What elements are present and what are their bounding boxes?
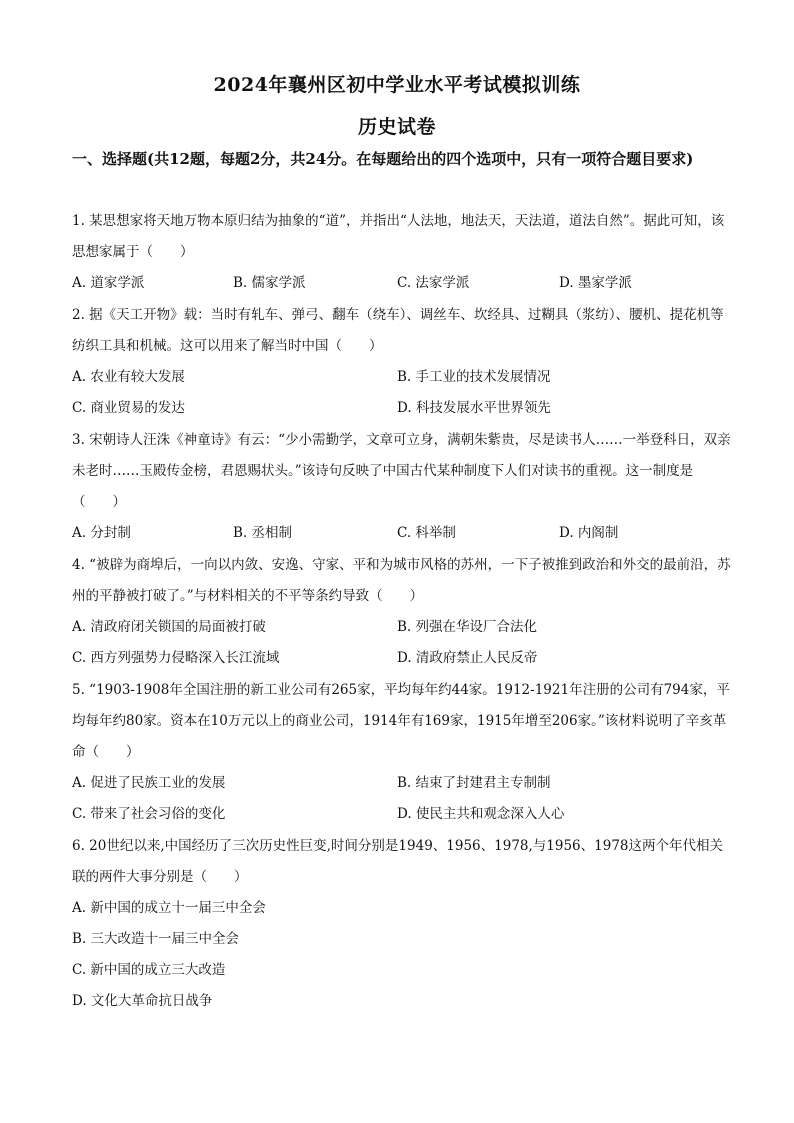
question-1-options (72, 268, 732, 299)
question-4-options-row1 (72, 612, 732, 643)
q2-option-c[interactable]: C. 商业贸易的发达 (72, 400, 185, 416)
question-2-options-row1 (72, 362, 732, 393)
question-2-options-row2 (72, 393, 732, 424)
q6-option-c[interactable]: C. 新中国的成立三大改造 (72, 962, 226, 978)
question-5-options-row1 (72, 768, 732, 799)
q4-option-b[interactable]: B. 列强在华设厂合法化 (397, 619, 538, 635)
q2-option-d[interactable]: D. 科技发展水平世界领先 (397, 400, 551, 416)
q3-option-d[interactable]: D. 内阁制 (559, 525, 619, 541)
question-6-stem: 6. 20世纪以来,中国经历了三次历史性巨变,时间分别是1949、1956、1978,与1956、1978这两个年代相关联的两件大事分别是（ ） (72, 838, 724, 885)
q3-option-a[interactable]: A. 分封制 (72, 525, 131, 541)
q4-option-d[interactable]: D. 清政府禁止人民反帝 (397, 650, 538, 666)
q1-option-a[interactable]: A. 道家学派 (72, 275, 145, 291)
q5-option-b[interactable]: B. 结束了封建君主专制制 (397, 775, 551, 791)
q1-option-c[interactable]: C. 法家学派 (397, 275, 470, 291)
question-4-options-row2 (72, 643, 732, 674)
q6-option-b[interactable]: B. 三大改造十一届三中全会 (72, 931, 240, 947)
q2-option-b[interactable]: B. 手工业的技术发展情况 (397, 369, 551, 385)
question-5-options-row2 (72, 799, 732, 830)
question-3-options (72, 518, 732, 549)
q5-option-c[interactable]: C. 带来了社会习俗的变化 (72, 806, 226, 822)
question-5-stem: 5. “1903-1908年全国注册的新工业公司有265家，平均每年约44家。1912-1921年注册的公司有794家，平均每年约80家。资本在10万元以上的商业公司，1914年有169家，1915年增至206家。”该材料说明了辛亥革命（ ） (72, 682, 730, 760)
q4-option-c[interactable]: C. 西方列强势力侵略深入长江流域 (72, 650, 280, 666)
question-1-stem: 1. 某思想家将天地万物本原归结为抽象的“道”，并指出“人法地，地法天，天法道，道法自然”。据此可知，该思想家属于（ ） (72, 213, 725, 260)
exam-subtitle: 历史试卷 (357, 116, 436, 138)
q1-option-b[interactable]: B. 儒家学派 (233, 275, 306, 291)
q6-option-d[interactable]: D. 文化大革命抗日战争 (72, 993, 213, 1009)
q6-option-a[interactable]: A. 新中国的成立十一届三中全会 (72, 900, 266, 916)
q1-option-d[interactable]: D. 墨家学派 (559, 275, 632, 291)
q3-option-c[interactable]: C. 科举制 (397, 525, 456, 541)
section-heading: 一、选择题(共12题，每题2分，共24分。在每题给出的四个选项中，只有一项符合题目要求) (72, 150, 694, 168)
q5-option-a[interactable]: A. 促进了民族工业的发展 (72, 775, 226, 791)
question-4-stem: 4. “被辟为商埠后，一向以内敛、安逸、守家、平和为城市风格的苏州，一下子被推到政治和外交的最前沿，苏州的平静被打破了。”与材料相关的不平等条约导致（ ） (72, 557, 731, 604)
q3-option-b[interactable]: B. 丞相制 (233, 525, 293, 541)
question-2-stem: 2. 据《天工开物》载：当时有轧车、弹弓、翻车（绕车）、调丝车、坎经具、过糊具（浆纺）、腰机、提花机等纺织工具和机械。这可以用来了解当时中国（ ） (72, 307, 724, 354)
q2-option-a[interactable]: A. 农业有较大发展 (72, 369, 185, 385)
q5-option-d[interactable]: D. 使民主共和观念深入人心 (397, 806, 565, 822)
q4-option-a[interactable]: A. 清政府闭关锁国的局面被打破 (72, 619, 266, 635)
question-3-stem: 3. 宋朝诗人汪洙《神童诗》有云：“少小需勤学，文章可立身，满朝朱紫贵，尽是读书人……一举登科日，双亲未老时……玉殿传金榜，君恩赐状头。”该诗句反映了中国古代某种制度下人们对读书的重视。这一制度是（ ） (72, 432, 731, 510)
exam-title: 2024年襄州区初中学业水平考试模拟训练 (213, 74, 581, 96)
